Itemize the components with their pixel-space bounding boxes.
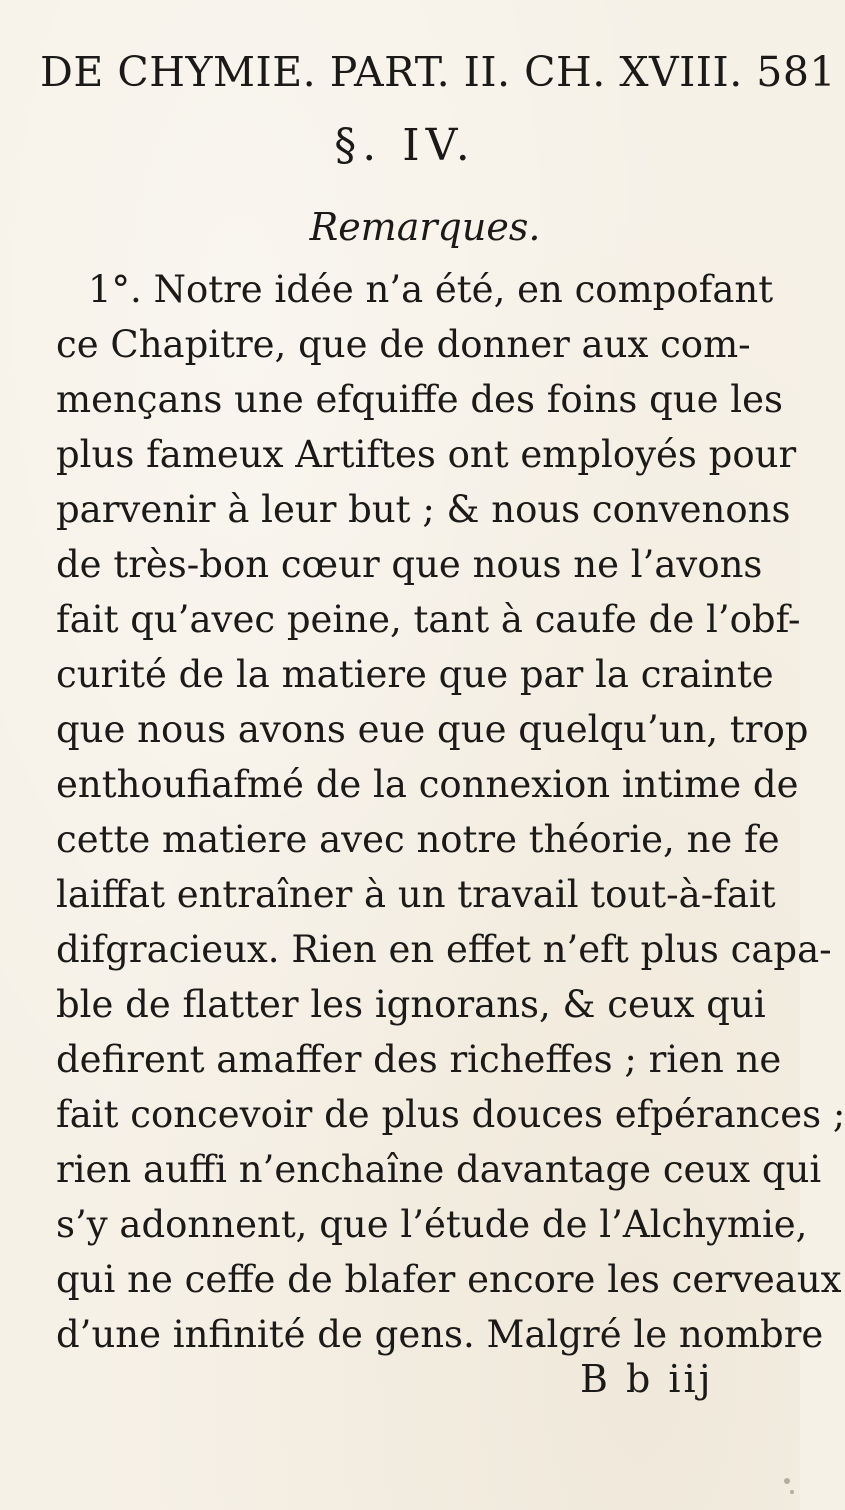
text-line: ble de flatter les ignorans, & ceux qui — [56, 983, 766, 1026]
text-line: s’y adonnent, que l’étude de l’Alchymie, — [56, 1203, 808, 1246]
text-line: que nous avons eue que quelqu’un, trop — [56, 708, 809, 751]
text-line: ce Chapitre, que de donner aux com- — [56, 323, 751, 366]
text-line: parvenir à leur but ; & nous convenons — [56, 488, 791, 531]
text-line: difgracieux. Rien en effet n’eft plus capa- — [56, 928, 832, 971]
section-number: §. IV. — [334, 120, 476, 171]
running-head: DE CHYMIE. PART. II. CH. XVIII. 581 — [40, 48, 837, 96]
ink-speck — [784, 1478, 790, 1484]
signature-mark: B b iij — [580, 1357, 714, 1401]
text-line: fait qu’avec peine, tant à caufe de l’obf- — [56, 598, 801, 641]
text-line: cette matiere avec notre théorie, ne fe — [56, 818, 780, 861]
text-line: plus fameux Artiftes ont employés pour — [56, 433, 797, 476]
text-line: laiffat entraîner à un travail tout-à-fait — [56, 873, 776, 916]
text-line: rien auffi n’enchaîne davantage ceux qui — [56, 1148, 822, 1191]
text-line: fait concevoir de plus douces efpérances ; — [56, 1093, 845, 1136]
text-line: defirent amaffer des richeffes ; rien ne — [56, 1038, 782, 1081]
section-title: Remarques. — [309, 205, 541, 249]
text-line: 1°. Notre idée n’a été, en compofant — [88, 268, 774, 311]
ink-speck — [790, 1490, 794, 1494]
text-line: d’une infinité de gens. Malgré le nombre — [56, 1313, 824, 1356]
text-line: mençans une efquiffe des foins que les — [56, 378, 783, 421]
text-line: qui ne ceffe de blafer encore les cerveaux — [56, 1258, 842, 1301]
text-line: de très-bon cœur que nous ne l’avons — [56, 543, 763, 586]
text-line: curité de la matiere que par la crainte — [56, 653, 774, 696]
text-line: enthoufiafmé de la connexion intime de — [56, 763, 799, 806]
